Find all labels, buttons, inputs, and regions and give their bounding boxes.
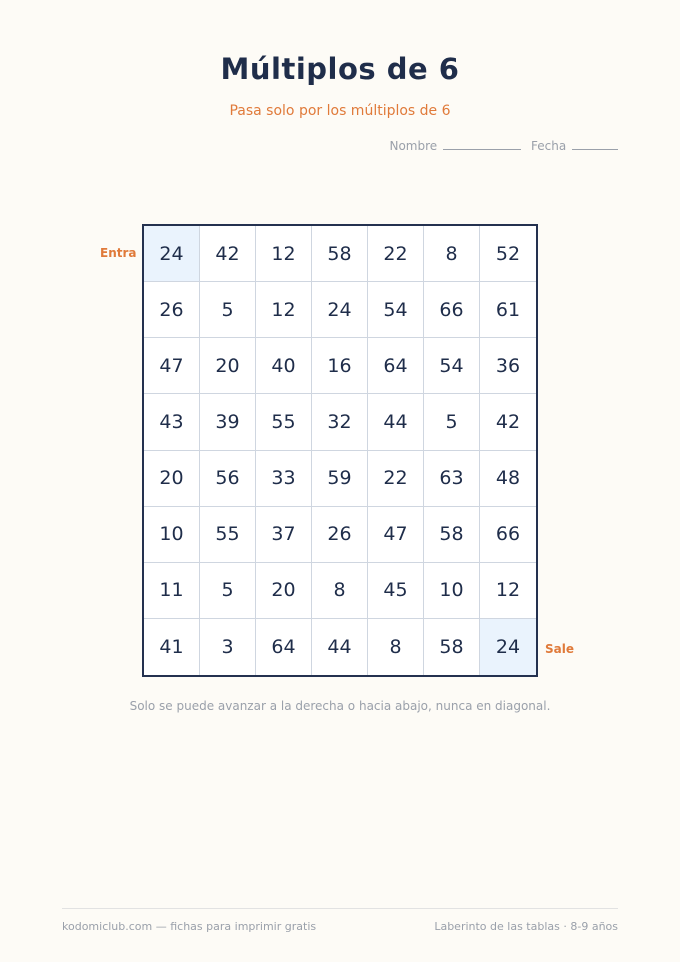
name-date-fields xyxy=(389,139,618,153)
maze-cell[interactable]: 47 xyxy=(368,507,424,563)
maze-cell[interactable]: 42 xyxy=(200,226,256,282)
date-label: Fecha xyxy=(530,139,567,153)
maze-cell[interactable]: 61 xyxy=(480,282,536,338)
maze-cell[interactable]: 42 xyxy=(480,394,536,450)
maze-cell[interactable]: 22 xyxy=(368,451,424,507)
maze-cell[interactable]: 45 xyxy=(368,563,424,619)
maze-grid xyxy=(142,224,538,677)
footer-site: kodomiclub.com — fichas para imprimir gratis xyxy=(62,920,317,933)
footer-divider xyxy=(62,908,618,909)
maze-cell[interactable]: 33 xyxy=(256,451,312,507)
maze-cell[interactable]: 52 xyxy=(480,226,536,282)
maze-cell[interactable]: 64 xyxy=(368,338,424,394)
maze-cell[interactable]: 58 xyxy=(424,619,480,675)
maze-cell[interactable]: 55 xyxy=(256,394,312,450)
maze-cell[interactable]: 12 xyxy=(480,563,536,619)
maze-cell[interactable]: 3 xyxy=(200,619,256,675)
maze-cell[interactable]: 24 xyxy=(312,282,368,338)
maze-cell[interactable]: 66 xyxy=(424,282,480,338)
footer-series: Laberinto de las tablas · 8-9 años xyxy=(434,920,618,933)
page-title: Múltiplos de 6 xyxy=(220,52,460,86)
maze-cell[interactable]: 55 xyxy=(200,507,256,563)
maze-cell[interactable]: 63 xyxy=(424,451,480,507)
entry-label: Entra xyxy=(100,246,137,260)
maze-cell[interactable]: 16 xyxy=(312,338,368,394)
maze-cell[interactable]: 32 xyxy=(312,394,368,450)
instructions-text: Solo se puede avanzar a la derecha o hacia abajo, nunca en diagonal. xyxy=(129,699,551,713)
maze-cell[interactable]: 58 xyxy=(312,226,368,282)
maze-cell[interactable]: 37 xyxy=(256,507,312,563)
date-line xyxy=(572,139,618,150)
page-subtitle: Pasa solo por los múltiplos de 6 xyxy=(229,103,451,119)
maze-cell[interactable]: 22 xyxy=(368,226,424,282)
maze-cell[interactable]: 8 xyxy=(312,563,368,619)
maze-cell[interactable]: 66 xyxy=(480,507,536,563)
maze-cell[interactable]: 58 xyxy=(424,507,480,563)
maze-cell[interactable]: 47 xyxy=(144,338,200,394)
name-line xyxy=(443,139,521,150)
maze-cell[interactable]: 11 xyxy=(144,563,200,619)
maze-cell[interactable]: 5 xyxy=(200,563,256,619)
maze-cell[interactable]: 36 xyxy=(480,338,536,394)
maze-cell[interactable]: 10 xyxy=(144,507,200,563)
maze-cell[interactable]: 43 xyxy=(144,394,200,450)
maze-cell[interactable]: 5 xyxy=(424,394,480,450)
maze-cell[interactable]: 20 xyxy=(256,563,312,619)
maze-cell[interactable]: 26 xyxy=(312,507,368,563)
exit-label: Sale xyxy=(545,642,574,656)
maze-cell[interactable]: 54 xyxy=(424,338,480,394)
maze-cell[interactable]: 40 xyxy=(256,338,312,394)
maze-cell[interactable]: 26 xyxy=(144,282,200,338)
maze-cell[interactable]: 20 xyxy=(144,451,200,507)
maze-cell[interactable]: 59 xyxy=(312,451,368,507)
maze-cell[interactable]: 64 xyxy=(256,619,312,675)
maze-cell[interactable]: 12 xyxy=(256,282,312,338)
maze-cell[interactable]: 44 xyxy=(312,619,368,675)
maze-cell[interactable]: 10 xyxy=(424,563,480,619)
maze-cell[interactable]: 54 xyxy=(368,282,424,338)
maze-cell[interactable]: 12 xyxy=(256,226,312,282)
maze-cell[interactable]: 20 xyxy=(200,338,256,394)
maze-cell[interactable]: 56 xyxy=(200,451,256,507)
maze-cell[interactable]: 41 xyxy=(144,619,200,675)
maze-cell-end[interactable]: 24 xyxy=(480,619,536,675)
maze-cell[interactable]: 5 xyxy=(200,282,256,338)
maze-cell-start[interactable]: 24 xyxy=(144,226,200,282)
name-label: Nombre xyxy=(389,139,438,153)
maze-cell[interactable]: 39 xyxy=(200,394,256,450)
name-field xyxy=(389,139,521,153)
date-field xyxy=(531,139,618,153)
maze-cell[interactable]: 44 xyxy=(368,394,424,450)
maze-cell[interactable]: 8 xyxy=(424,226,480,282)
maze-cell[interactable]: 8 xyxy=(368,619,424,675)
maze-cell[interactable]: 48 xyxy=(480,451,536,507)
